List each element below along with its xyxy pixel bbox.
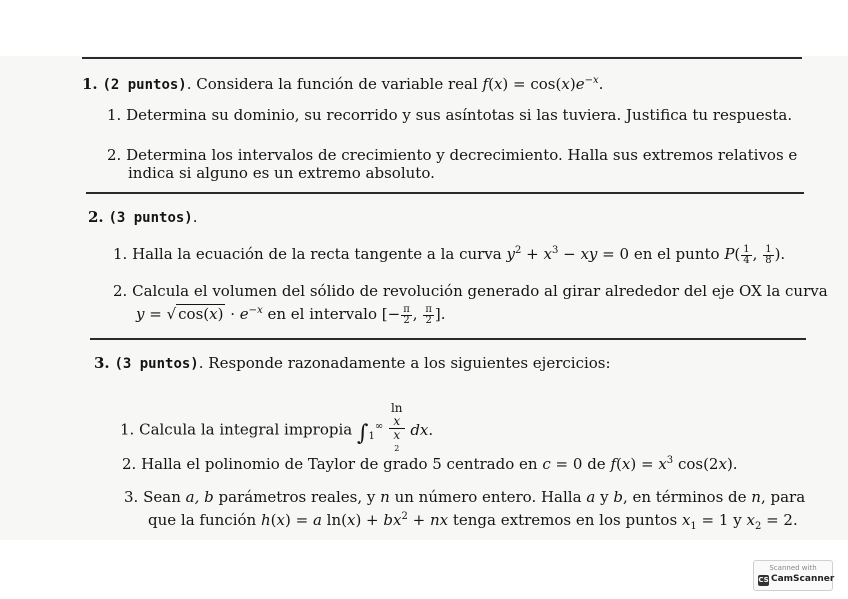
problem-3-heading: 3. (3 puntos). Responde razonadamente a los siguientes ejercicios: — [94, 354, 611, 372]
camscanner-logo-icon: CS — [758, 576, 769, 584]
top-divider — [82, 57, 802, 59]
improper-integral: $\int_1^\infty$ ln x x $^2$ dx. — [356, 401, 434, 453]
camscanner-watermark: Scanned with CS CamScanner — [753, 560, 833, 591]
problem-3-item-3-continued: que la función h(x) = a $\ln(x) + bx^2$ + nx tenga extremos en los puntos $x_1 = 1$ y $x_2 = 2$. — [148, 511, 798, 532]
curve-y-definition: y = √ $\cos(x) \cdot e^{-x}$ — [136, 305, 263, 323]
curve-equation: $y^2 + x^3$ − xy = 0 — [506, 245, 630, 263]
function-h: h(x) = a $\ln(x) + bx^2$ + nx — [260, 511, 449, 529]
problem-2-heading: 2. (3 puntos). — [88, 208, 198, 226]
divider-1 — [86, 192, 804, 194]
problem-1-heading: 1. (2 puntos). Considera la función de variable real $f(x) = \cos(x)e^{-x}$. — [82, 75, 604, 93]
problem-3-item-2: 2. Halla el polinomio de Taylor de grado 5 centrado en c = 0 de $f(x) = x^3$ cos(2x). — [122, 455, 738, 473]
problem-3-item-1: 1. Calcula la integral impropia $\int_1^\infty$ ln x x $^2$ dx. — [120, 401, 434, 453]
divider-2 — [90, 338, 806, 340]
problem-3-item-3: 3. Sean a, b parámetros reales, y n un número entero. Halla a y b, en términos de n, para — [124, 488, 806, 506]
center-c: c = 0 — [542, 455, 583, 473]
problem-1-item-2: 2. Determina los intervalos de crecimiento y decrecimiento. Halla sus extremos relativos e — [107, 146, 798, 164]
point-p: P( $\frac{1}{4}$ , $\frac{1}{8}$ ). — [724, 243, 786, 266]
function-taylor: $f(x) = x^3$ cos(2x). — [610, 455, 738, 473]
interval: [− $\frac{\pi}{2}$ , $\frac{\pi}{2}$ ]. — [381, 303, 446, 326]
problem-1-item-2-continued: indica si alguno es un extremo absoluto. — [128, 164, 435, 182]
function-f-definition: $f(x) = \cos(x)e^{-x}$. — [482, 75, 604, 93]
problem-2-item-1: 1. Halla la ecuación de la recta tangente a la curva $y^2 + x^3$ − xy = 0 en el punto P( $\frac{1}{4}$ , $\frac{1}{8}$ ). — [113, 243, 786, 266]
problem-2-item-2-continued: y = √ $\cos(x) \cdot e^{-x}$ en el intervalo [− $\frac{\pi}{2}$ , $\frac{\pi}{2}$ ]. — [136, 303, 446, 326]
problem-2-item-2: 2. Calcula el volumen del sólido de revolución generado al girar alrededor del eje OX la curva — [113, 282, 828, 300]
problem-1-item-1: 1. Determina su dominio, su recorrido y sus asíntotas si las tuviera. Justifica tu respuesta. — [107, 106, 793, 124]
